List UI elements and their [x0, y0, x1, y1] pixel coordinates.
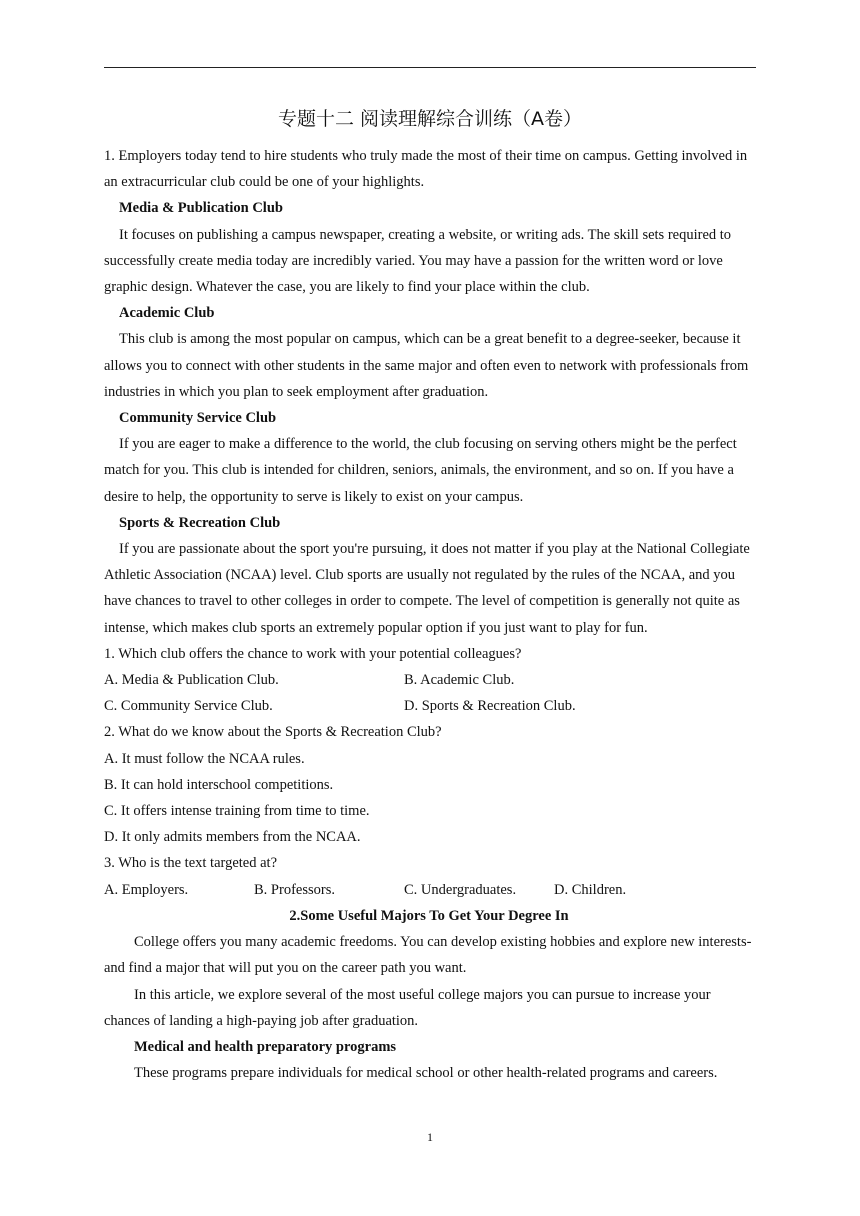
question-2-option-a: A. It must follow the NCAA rules. [104, 750, 305, 767]
question-1-option-c: C. Community Service Club. [104, 698, 273, 715]
question-3-option-d: D. Children. [554, 881, 627, 898]
question-1-options-row-2 [104, 693, 754, 719]
passage2-paragraph-2: In this article, we explore several of the most useful college majors you can pursue to increase your chances of landing a high-paying job after graduation. [104, 986, 711, 1029]
question-2-option-d: D. It only admits members from the NCAA. [104, 829, 361, 846]
club-heading-sports: Sports & Recreation Club [119, 514, 281, 531]
question-2-option-b: B. It can hold interschool competitions. [104, 776, 334, 793]
question-1-option-b: B. Academic Club. [404, 672, 515, 689]
question-3-option-c: C. Undergraduates. [404, 881, 517, 898]
question-1-options-row-1 [104, 667, 754, 693]
document-body [104, 143, 754, 1086]
page-number: 1 [427, 1130, 433, 1144]
club-text-media: It focuses on publishing a campus newspaper, creating a website, or writing ads. The skill sets required to successfully create media today are incredibly varied. You may have a passion for the written word or love graphic design. Whatever the case, you are likely to find your place within the club. [104, 226, 732, 296]
question-3-options [104, 877, 754, 903]
question-1-stem: 1. Which club offers the chance to work with your potential colleagues? [104, 645, 522, 662]
passage2-heading: 2.Some Useful Majors To Get Your Degree In [289, 907, 569, 924]
question-3-stem: 3. Who is the text targeted at? [104, 855, 278, 872]
page-title: 专题十二 阅读理解综合训练（A卷） [277, 108, 583, 130]
question-1-option-a: A. Media & Publication Club. [104, 672, 279, 689]
club-text-academic: This club is among the most popular on campus, which can be a great benefit to a degree-seeker, because it allows you to connect with other students in the same major and often even to network with professionals from industries in which you plan to seek employment after graduation. [104, 331, 749, 400]
passage2-paragraph-3: These programs prepare individuals for medical school or other health-related programs and careers. [134, 1065, 718, 1082]
club-heading-media: Media & Publication Club [119, 200, 283, 217]
club-text-sports: If you are passionate about the sport you're pursuing, it does not matter if you play at the National Collegiate Athletic Association (NCAA) level. Club sports are usually not regulated by the rules of the NCAA, and you have chances to travel to other colleges in order to compete. The level of competition is generally not quite as intense, which makes club sports an extremely popular option if you just want to play for fun. [104, 541, 750, 636]
passage2-subheading: Medical and health preparatory programs [134, 1038, 397, 1055]
club-heading-community: Community Service Club [119, 410, 277, 427]
header-rule [104, 67, 756, 68]
club-heading-academic: Academic Club [119, 305, 215, 322]
club-text-community: If you are eager to make a difference to the world, the club focusing on serving others might be the perfect match for you. This club is intended for children, seniors, animals, the environment, and so on. If you have a desire to help, the opportunity to serve is likely to exist on your campus. [104, 436, 737, 505]
question-2-stem: 2. What do we know about the Sports & Recreation Club? [104, 724, 442, 741]
question-1-option-d: D. Sports & Recreation Club. [404, 698, 576, 715]
passage1-intro: 1. Employers today tend to hire students who truly made the most of their time on campus. Getting involved in an extracurricular club could be one of your highlights. [104, 148, 748, 191]
question-3-option-b: B. Professors. [254, 881, 335, 898]
question-3-option-a: A. Employers. [104, 881, 189, 898]
question-2-option-c: C. It offers intense training from time to time. [104, 803, 370, 820]
passage2-paragraph-1: College offers you many academic freedoms. You can develop existing hobbies and explore new interests-and find a major that will put you on the career path you want. [104, 934, 752, 977]
